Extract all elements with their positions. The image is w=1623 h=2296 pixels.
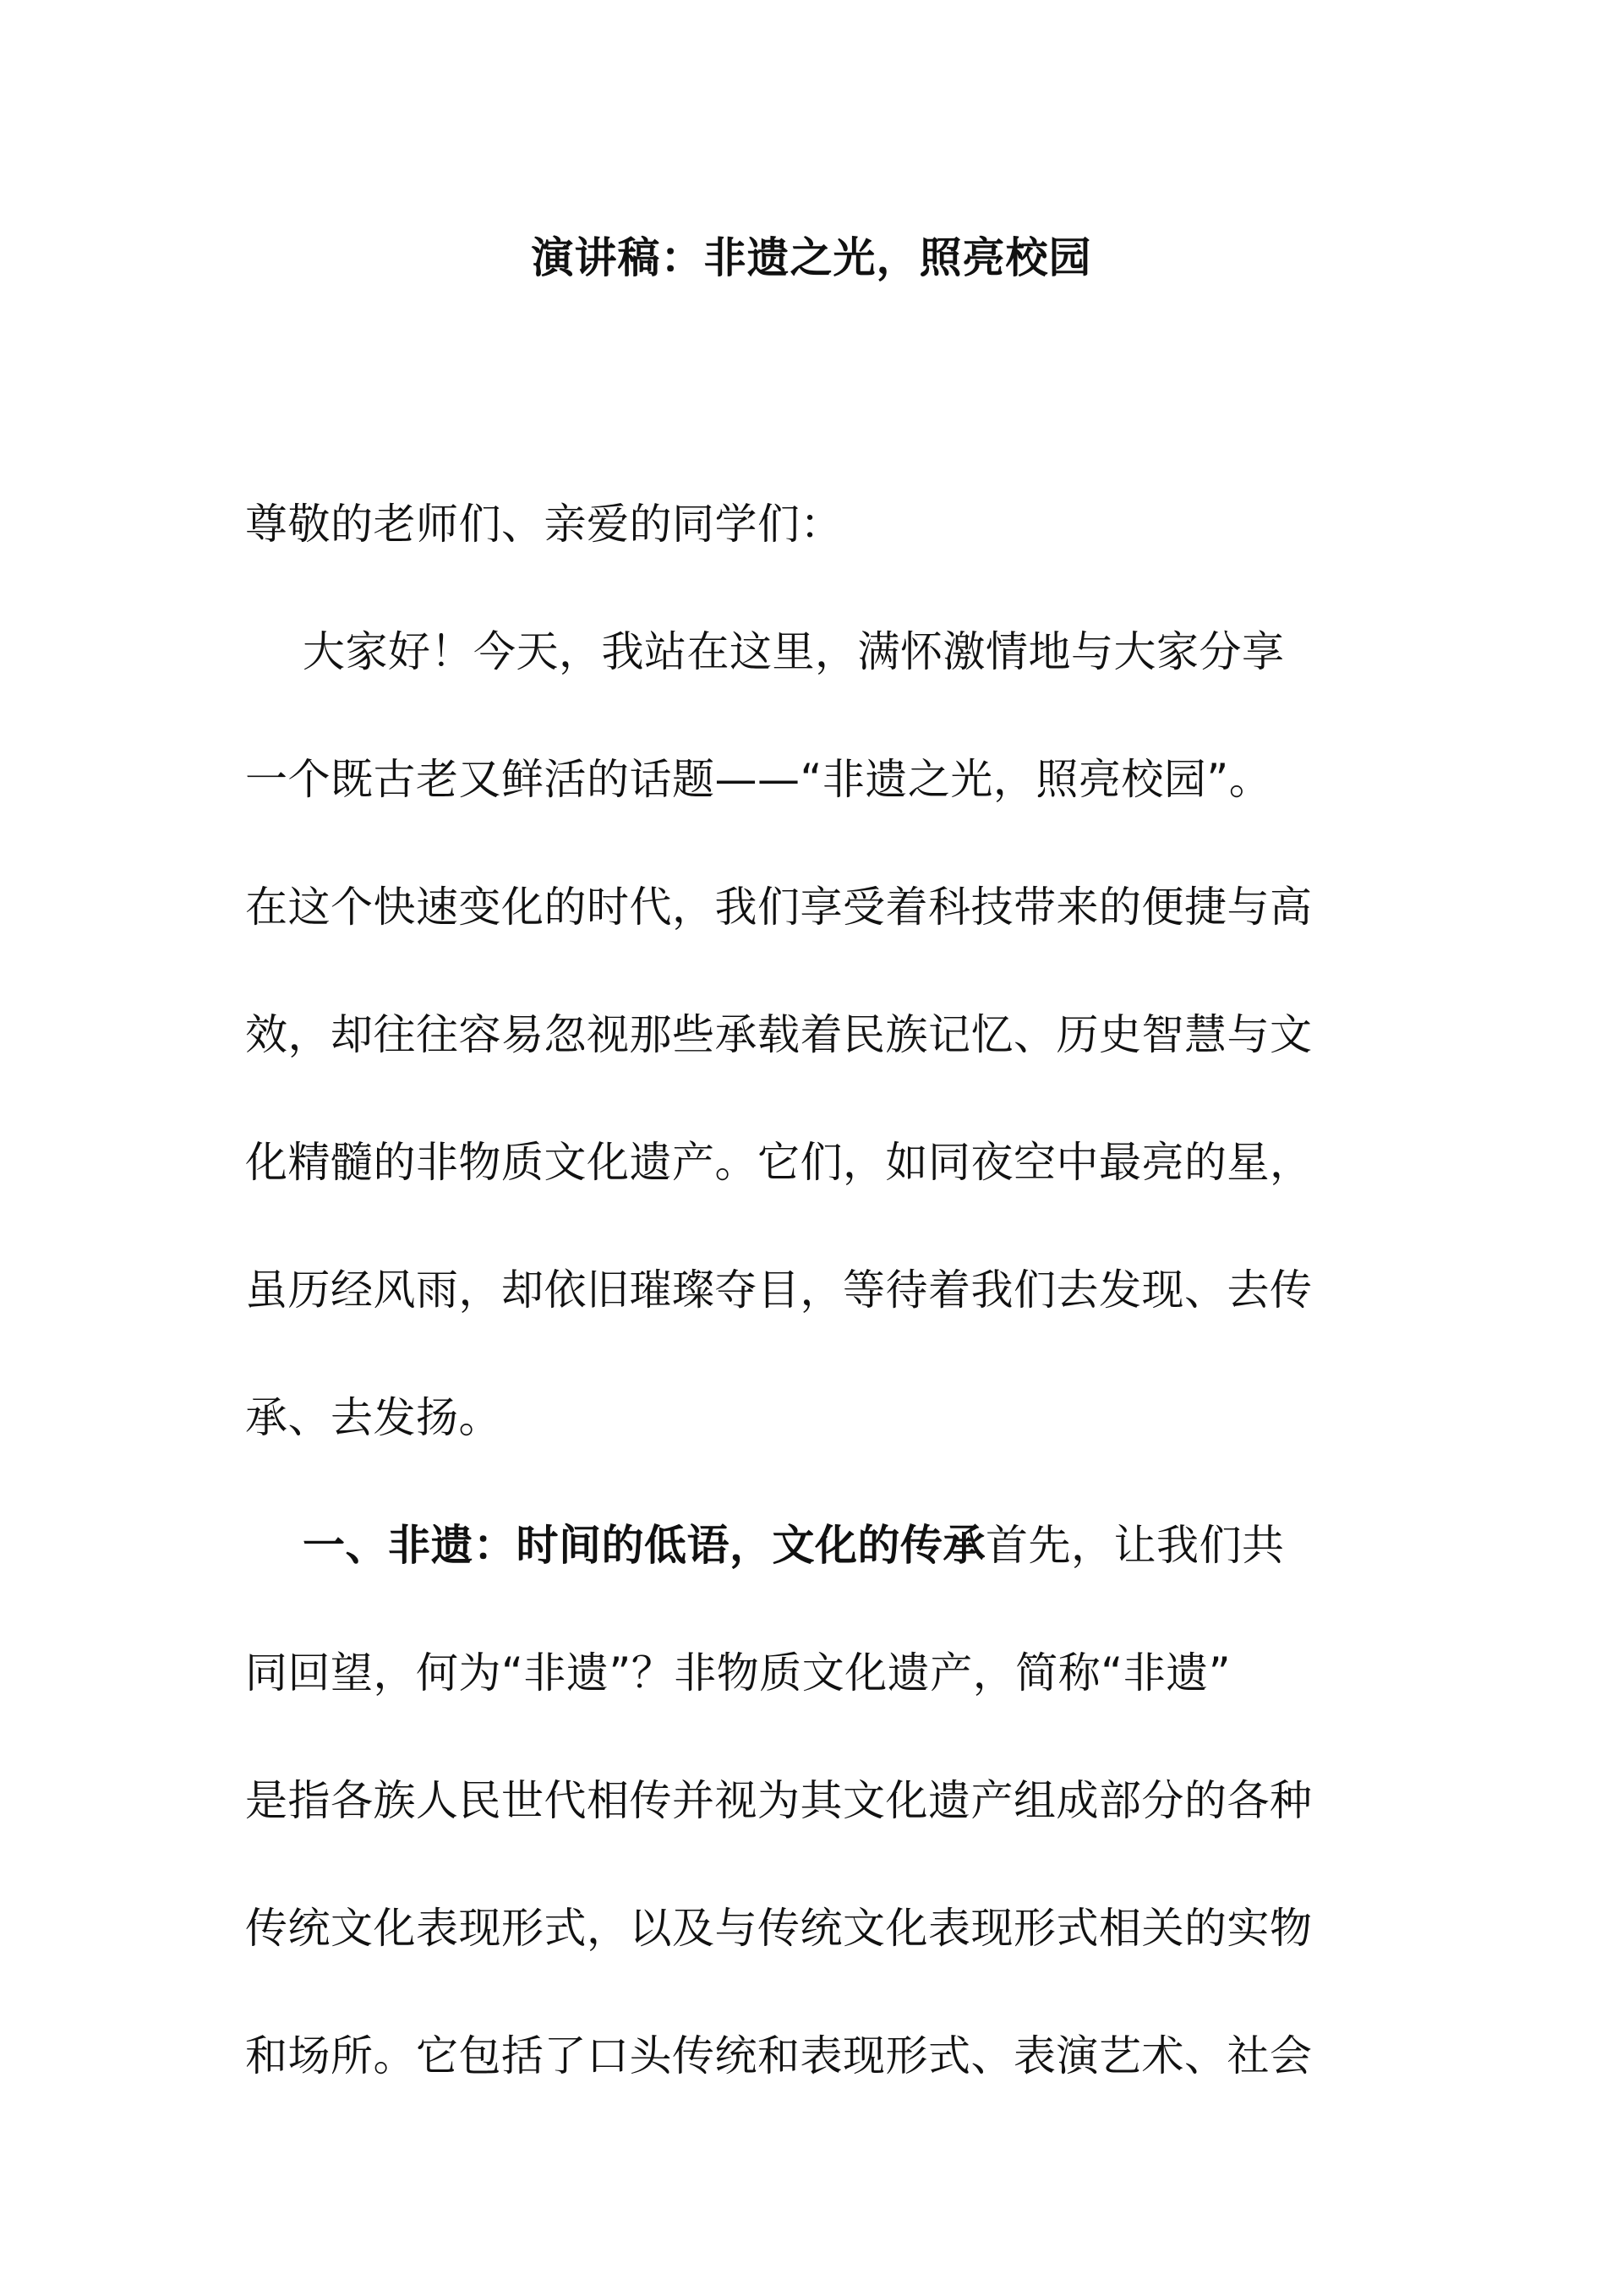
section-first-line: [245, 1512, 1391, 1639]
salutation: 尊敬的老师们、亲爱的同学们：: [245, 500, 843, 549]
paragraph-line: 是指各族人民世代相传并视为其文化遗产组成部分的各种: [245, 1776, 1313, 1825]
paragraph-line: 同回望，何为“非遗”？非物质文化遗产，简称“非遗”: [245, 1648, 1232, 1697]
paragraph-line: 承、去发扬。: [245, 1393, 501, 1442]
paragraph-line: 一个既古老又鲜活的话题——“非遗之光，照亮校园”。: [245, 755, 1272, 804]
paragraph-line: 效，却往往容易忽视那些承载着民族记忆、历史智慧与文: [245, 1010, 1313, 1059]
paragraph-line: 传统文化表现形式，以及与传统文化表现形式相关的实物: [245, 1904, 1313, 1953]
document-body: [245, 490, 1391, 2150]
paragraph-line: 和场所。它包括了口头传统和表现形式、表演艺术、社会: [245, 2031, 1313, 2080]
section-first-line-text: 首先，让我们共: [986, 1521, 1285, 1570]
document-title: 演讲稿：非遗之光，照亮校园: [531, 233, 1092, 282]
paragraph-line: 化精髓的非物质文化遗产。它们，如同夜空中最亮的星，: [245, 1138, 1313, 1187]
paragraph-line: 虽历经风雨，却依旧璀璨夺目，等待着我们去发现、去传: [245, 1266, 1313, 1315]
paragraph-line: 在这个快速变化的时代，我们享受着科技带来的便捷与高: [245, 883, 1313, 932]
paragraph-line: 大家好！今天，我站在这里，满怀激情地与大家分享: [303, 627, 1285, 676]
section-heading: 一、非遗：时间的低语，文化的传承: [303, 1521, 986, 1570]
